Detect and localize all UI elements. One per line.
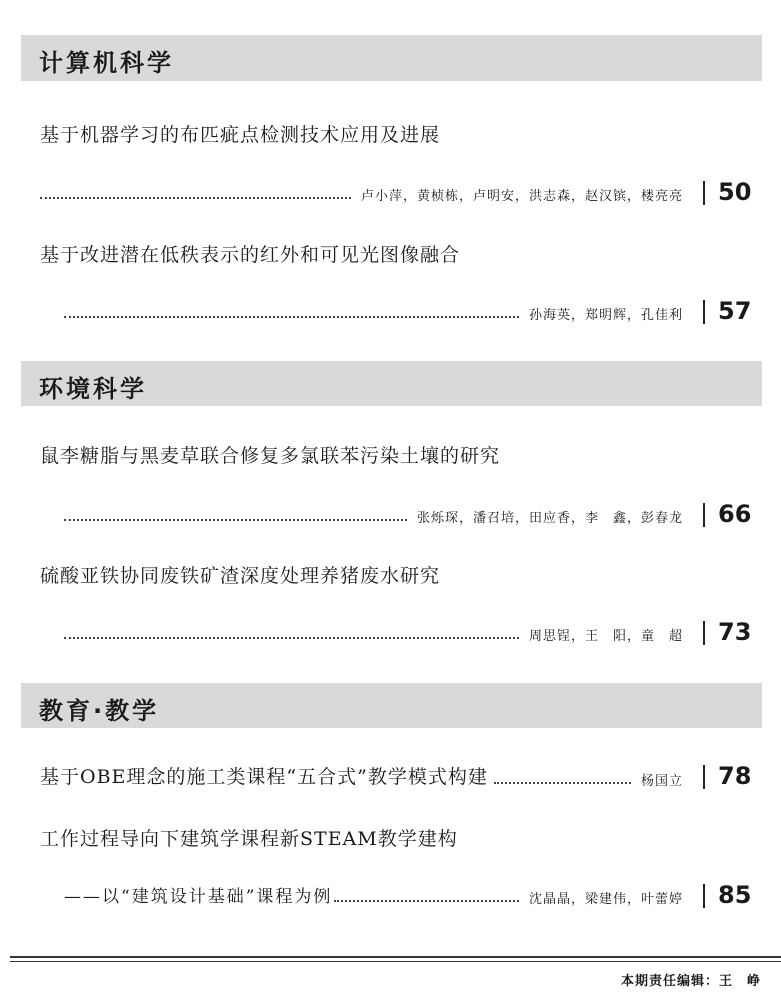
article-authors: 孙海英，郑明辉，孔佳利 [528,308,683,323]
page-separator [703,181,705,205]
article-title[interactable]: 工作过程导向下建筑学课程新STEAM教学建构 [40,828,458,850]
leader-dots [334,900,519,902]
leader-dots [64,316,519,318]
section-header-computer-science [21,35,762,81]
leader-dots [494,782,631,784]
article-title-line [40,763,683,789]
article-subtitle: ——以“建筑设计基础”课程为例 [64,887,333,907]
article-authors: 张烁琛，潘召培，田应香，李 鑫，彭春龙 [416,511,683,526]
article-byline [64,883,683,907]
article-authors: 卢小萍，黄桢栋，卢明安，洪志森，赵汉镔，楼亮亮 [360,189,683,204]
article-byline [64,502,683,526]
section-header-environmental-science [21,361,762,406]
section-heading: 教育·教学 [39,697,160,725]
section-heading: 环境科学 [39,375,147,403]
page-separator [703,765,705,789]
leader-dots [40,197,351,199]
article-byline [40,180,683,204]
footer-rule-thick [10,956,781,958]
article-byline [64,299,683,323]
page-number[interactable]: 73 [718,618,752,646]
page-separator [703,884,705,908]
article-title[interactable]: 基于OBE理念的施工类课程“五合式”教学模式构建 [40,766,488,788]
section-heading: 计算机科学 [39,49,174,77]
page-number[interactable]: 57 [718,297,752,325]
page-number[interactable]: 50 [718,178,752,206]
leader-dots [64,637,519,639]
editor-credit: 本期责任编辑：王 峥 [620,974,761,989]
article-title[interactable]: 基于改进潜在低秩表示的红外和可见光图像融合 [40,244,461,266]
article-title[interactable]: 鼠李糖脂与黑麦草联合修复多氯联苯污染土壤的研究 [40,445,501,467]
section-header-education [21,683,762,728]
page-number[interactable]: 66 [718,500,752,528]
article-authors: 周思锃，王 阳，童 超 [528,629,683,644]
leader-dots [64,519,407,521]
page-number[interactable]: 78 [718,762,752,790]
page-separator [703,621,705,645]
page-separator [703,503,705,527]
article-authors: 杨国立 [640,774,683,789]
article-byline [64,620,683,644]
footer-rule-thin [10,961,781,962]
page-number[interactable]: 85 [718,881,752,909]
article-title[interactable]: 基于机器学习的布匹疵点检测技术应用及进展 [40,124,441,146]
article-title[interactable]: 硫酸亚铁协同废铁矿渣深度处理养猪废水研究 [40,565,441,587]
article-authors: 沈晶晶，梁建伟，叶蕾婷 [528,892,683,907]
page-separator [703,300,705,324]
